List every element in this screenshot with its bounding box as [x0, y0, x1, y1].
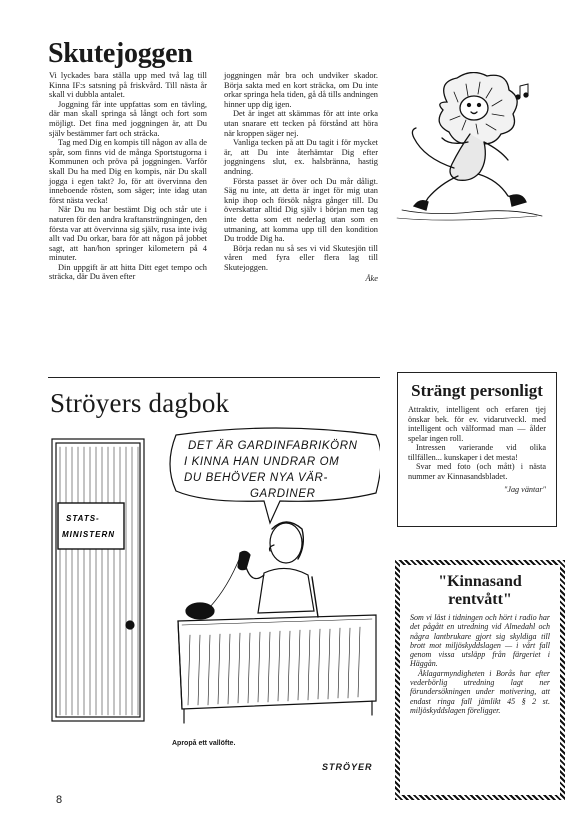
comic-caption: Apropå ett vallöfte. [172, 740, 236, 747]
speech-line-1: DET ÄR GARDINFABRIKÖRN [188, 440, 358, 452]
comic-strip [50, 425, 380, 745]
paragraph: joggningen mår bra och undviker skador. Börja sakta med en kort sträcka, om Du inte orkar springa hela tiden, gå då tills andningen hinner upp dig igen. [224, 71, 378, 109]
paragraph: Vi lyckades bara ställa upp med två lag till Kinna IF:s satsning på friskvård. Till nästa år skall vi dubbla antalet. [49, 71, 207, 100]
paragraph: Det är inget att skämmas för att inte orka utan snarare ett tecken på förstånd att höra när kroppen säger nej. [224, 109, 378, 138]
page-number: 8 [56, 794, 63, 806]
notice-title: "Kinnasand rentvått" [438, 573, 522, 608]
paragraph: Vanliga tecken på att Du tagit i för mycket är, att Du inte återhämtar Dig efter joggningens slut, ex. halsbränna, hastig andning. [224, 138, 378, 176]
personal-ad-title: Strängt personligt [411, 381, 543, 400]
door-sign-line-1: STATS- [66, 514, 100, 523]
speech-line-3: DU BEHÖVER NYA VÄR- [184, 472, 328, 484]
paragraph: Som vi läst i tidningen och hört i radio har det pågått en utredning vid Almedahl och några lantbrukare gjort sig skyldiga till brott mot miljöskyddslagen — i vårt fall genom vissa utsläpp från färgeriet i Häggån. [410, 613, 550, 669]
artist-signature: STRÖYER [322, 762, 373, 772]
personal-ad-box [397, 372, 557, 527]
paragraph: Din uppgift är att hitta Ditt eget tempo och sträcka, där Du även efter [49, 262, 207, 282]
paragraph: Intressen varierande vid olika tillfällen... kunskaper i det mesta! [408, 443, 546, 462]
article-column-2 [224, 71, 378, 284]
paragraph: Tag med Dig en kompis till någon av alla de spår, som finns vid de många Sportstugorna i Kommunen och pröva på joggningen. Varför skall Du ha med Dig en kompis, när Du skall jogga i egen takt? Jo, för att övervinna den inneboende rösten, som säger; inte idag utan först nästa vecka! [49, 138, 207, 205]
paragraph: Börja redan nu så ses vi vid Skutesjön till våren med fyra eller flera lag till Skutejoggen. [224, 243, 378, 272]
personal-ad-signature: "Jag väntar" [503, 485, 546, 494]
section-divider [48, 377, 380, 378]
paragraph: Första passet är över och Du mår dåligt. Säg nu inte, att detta är inget för mig utan knip ihop och försök några gånger till. Du överskattar alltid Dig själv i början men tag inte detta som ett nederlag utan som en utmaning, att komma upp till den kondition Du trodde Dig ha. [224, 176, 378, 244]
paragraph: När Du nu har bestämt Dig och står ute i naturen för den andra kraftansträngningen, den första var att övervinna sig själv, rusa inte iväg allt vad Du orkar, bara för att någon på jobbet sagt, att han/hon springer kilometern på 4 minuter. [49, 205, 207, 263]
paragraph: Attraktiv, intelligent och erfaren tjej önskar bek. för ev. vidarutveckl. med intelligent och välformad man — ålder spelar ingen roll. [408, 405, 546, 443]
notice-box [395, 560, 565, 800]
paragraph: Åklagarmyndigheten i Borås har efter vederbörlig utredning lagt ner förundersökningen under motivering, att endast ringa fall jämlikt 45 § 2 st. miljöskyddslagen föreligger. [410, 668, 550, 715]
comic-title: Ströyers dagbok [50, 388, 230, 418]
paragraph: Svar med foto (och mått) i nästa nummer av Kinnasandsbladet. [408, 462, 546, 481]
jogging-lion-illustration [392, 72, 552, 232]
door-sign-line-2: MINISTERN [62, 530, 115, 539]
speech-line-4: GARDINER [250, 488, 316, 500]
article-signature: Åke [365, 274, 378, 284]
article-title: Skutejoggen [48, 38, 193, 69]
article-column-1 [49, 71, 207, 282]
speech-line-2: I KINNA HAN UNDRAR OM [184, 456, 340, 468]
paragraph: Joggning får inte uppfattas som en tävling, där man skall springa så långt och fort som möjligt. Det fina med joggningen är, att Du själv bestämmer fart och sträcka. [49, 99, 207, 138]
